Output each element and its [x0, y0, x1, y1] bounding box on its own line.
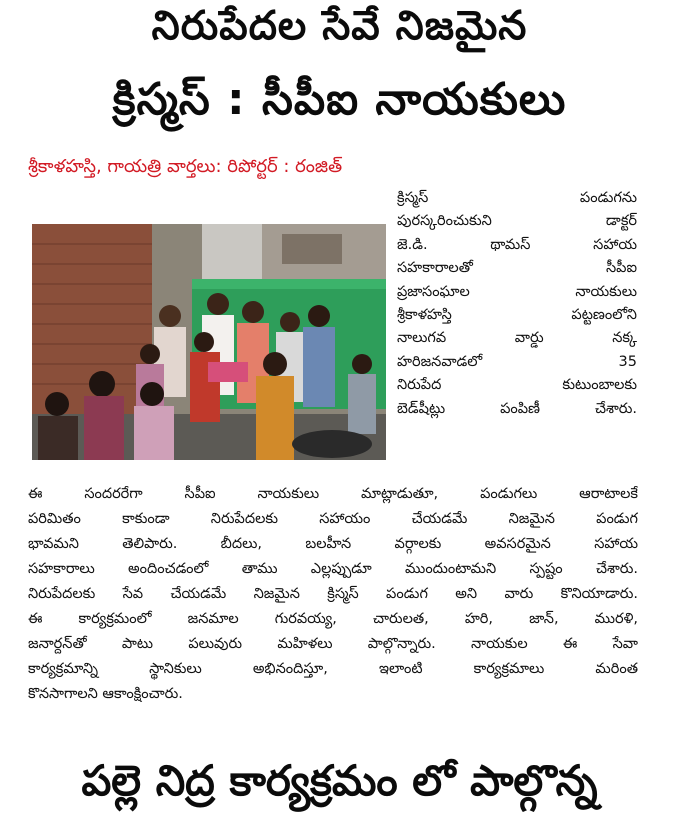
- body-line: ఈ కార్యక్రమంలో జనమాల గురవయ్య, చారులత, హరి, జాన్, మురళి,: [28, 611, 638, 627]
- body-line: కార్యక్రమాన్ని స్థానికులు అభినందిస్తూ, ఇలాంటి కార్యక్రమాలు మరింత: [28, 661, 638, 677]
- byline: శ్రీకాళహస్తి, గాయత్రి వార్తలు: రిపోర్టర్ : రంజిత్: [28, 156, 343, 177]
- side-line: నిరుపేద కుటుంబాలకు: [397, 377, 637, 394]
- side-line: బెడ్‌షీట్లు పంపిణీ చేశారు.: [397, 400, 637, 417]
- headline-line-1: నిరుపేదల సేవే నిజమైన: [151, 3, 528, 49]
- body-line: ఈ సందరరేగా సీపీఐ నాయకులు మాట్లాడుతూ, పండుగలు ఆరాటాలకే: [28, 486, 638, 502]
- side-line: ప్రజాసంఘాల నాయకులు: [397, 283, 637, 300]
- headline-line-2: క్రిస్మస్ : సీపీఐ నాయకులు: [112, 74, 567, 125]
- side-line: శ్రీకాళహస్తి పట్టణంలోని: [397, 306, 637, 323]
- body-line: భావమని తెలిపారు. బీదలు, బలహీన వర్గాలకు అవసరమైన సహాయ: [28, 536, 638, 552]
- side-line: క్రిస్మస్ పండుగను: [397, 190, 637, 206]
- body-line: కొనసాగాలని ఆకాంక్షించారు.: [28, 686, 183, 702]
- body-line: సహకారాలు అందించడంలో తాము ఎల్లప్పుడూ ముందుంటామని స్పష్టం చేశారు.: [28, 561, 638, 577]
- body-line: జనార్దన్‌తో పాటు పలువురు మహిళలు పాల్గొన్నారు. నాయకుల ఈ సేవా: [28, 636, 638, 652]
- news-photo: [32, 224, 386, 460]
- side-line: పురస్కరించుకుని డాక్టర్: [397, 213, 637, 230]
- side-line: సహకారాలతో సీపీఐ: [397, 260, 637, 277]
- side-line: నాలుగవ వార్డు నక్క: [397, 330, 637, 347]
- body-line: నిరుపేదలకు సేవ చేయడమే నిజమైన క్రిస్మస్ పండుగ అని వారు కొనియాడారు.: [28, 586, 638, 602]
- next-article-headline: పల్లె నిద్ర కార్యక్రమం లో పాల్గొన్న: [81, 756, 598, 805]
- side-column-text: [397, 187, 637, 421]
- side-line: హరిజనవాడలో 35: [397, 353, 637, 370]
- side-line: జె.డి. థామస్ సహాయ: [397, 236, 637, 253]
- body-line: పరిమితం కాకుండా నిరుపేదలకు సహాయం చేయడమే నిజమైన పండుగ: [28, 511, 638, 527]
- article-body: [28, 482, 638, 707]
